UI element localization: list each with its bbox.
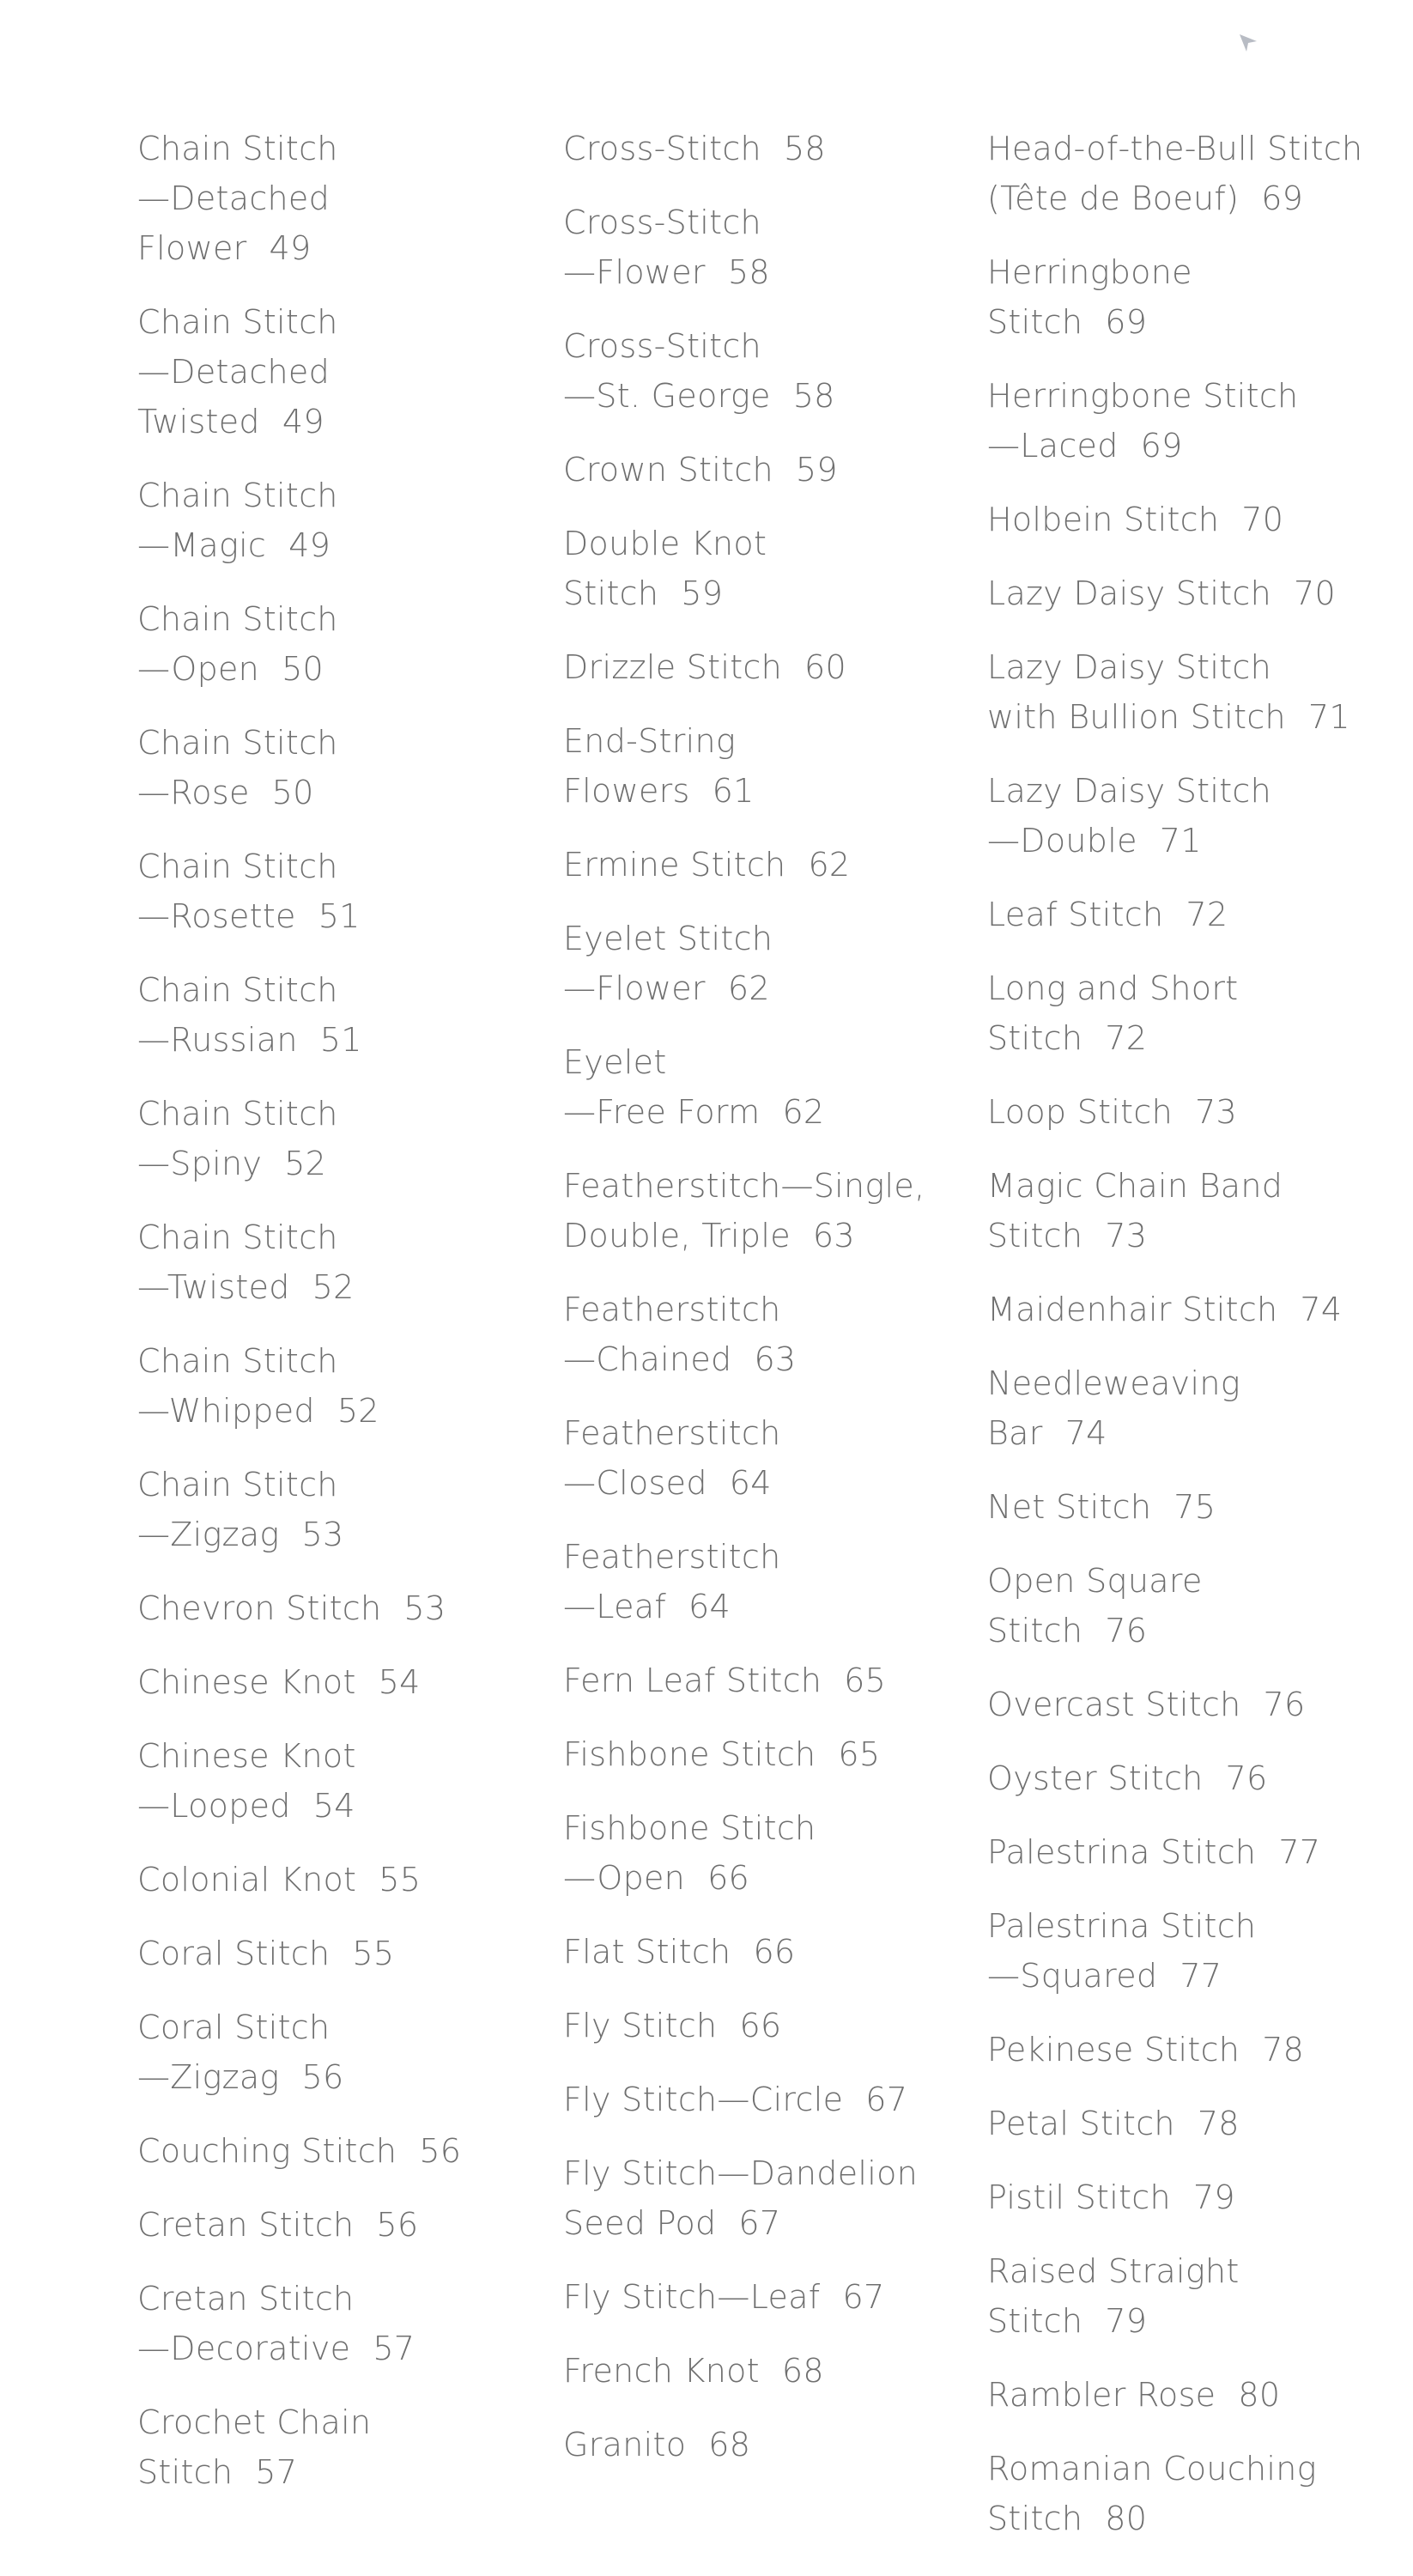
index-entry	[987, 495, 1391, 544]
index-entry-page-number: 49	[269, 229, 312, 267]
index-entry-label: Stitch	[987, 1612, 1083, 1649]
index-column-2	[563, 124, 1010, 2494]
index-entry-label: Chain Stitch	[137, 724, 338, 762]
index-entry-label: Coral Stitch	[137, 2008, 331, 2046]
index-entry	[563, 642, 1010, 692]
index-entry	[137, 1929, 584, 1978]
index-entry-page-number: 63	[754, 1340, 797, 1378]
index-entry-label: —Free Form	[563, 1093, 761, 1131]
index-entry-page-number: 51	[318, 897, 361, 935]
index-entry-label: Granito	[563, 2426, 687, 2464]
index-entry-label: Maidenhair Stitch	[987, 1291, 1278, 1328]
index-entry-label: with Bullion Stitch	[987, 698, 1286, 736]
index-entry-page-number: 52	[284, 1145, 327, 1182]
index-entry-page-number: 77	[1278, 1833, 1321, 1871]
index-entry-page-number: 72	[1105, 1019, 1148, 1057]
index-entry	[137, 2126, 584, 2176]
index-entry-label: Long and Short	[987, 969, 1239, 1007]
index-entry-page-number: 51	[319, 1021, 362, 1059]
index-entry-page-number: 78	[1262, 2031, 1305, 2069]
index-entry-page-number: 74	[1064, 1414, 1107, 1452]
index-entry	[563, 1285, 1010, 1384]
index-entry-page-number: 56	[419, 2132, 462, 2170]
index-column-3	[987, 124, 1391, 2567]
index-entry-label: Cretan Stitch	[137, 2206, 355, 2244]
index-entry-label: —Magic	[137, 526, 267, 564]
index-entry-label: —Detached	[137, 179, 331, 217]
index-entry-label: Chain Stitch	[137, 303, 338, 341]
index-entry	[137, 2002, 584, 2102]
index-entry	[987, 568, 1391, 618]
index-entry-label: Featherstitch	[563, 1291, 781, 1328]
index-entry-label: Stitch	[987, 1217, 1083, 1255]
index-entry-label: —Whipped	[137, 1392, 315, 1430]
index-entry-label: —Russian	[137, 1021, 298, 1059]
index-entry-label: Palestrina Stitch	[987, 1833, 1257, 1871]
index-entry	[987, 1556, 1391, 1656]
index-entry-page-number: 64	[729, 1464, 772, 1502]
index-entry-label: Featherstitch—Single,	[563, 1167, 925, 1205]
index-entry	[563, 716, 1010, 816]
index-entry	[563, 2420, 1010, 2470]
index-entry-page-number: 62	[808, 846, 851, 884]
index-entry-label: Crochet Chain	[137, 2403, 372, 2441]
index-entry-label: —Zigzag	[137, 1516, 280, 1553]
index-entry-page-number: 68	[708, 2426, 751, 2464]
index-entry-page-number: 70	[1294, 574, 1336, 612]
index-entry-label: Chinese Knot	[137, 1663, 356, 1701]
index-entry	[137, 124, 584, 273]
index-entry	[137, 1336, 584, 1436]
index-entry-page-number: 50	[282, 650, 324, 688]
index-entry	[987, 1680, 1391, 1729]
index-entry	[563, 1729, 1010, 1779]
index-entry-page-number: 79	[1192, 2178, 1235, 2216]
index-entry	[137, 297, 584, 447]
index-entry-label: Magic Chain Band	[987, 1167, 1283, 1205]
index-entry-label: —Flower	[563, 969, 706, 1007]
index-entry-label: —Rose	[137, 774, 250, 811]
index-entry-page-number: 57	[373, 2330, 415, 2367]
index-entry	[987, 124, 1391, 223]
index-entry-page-number: 66	[707, 1859, 750, 1897]
index-entry-label: —Open	[137, 650, 260, 688]
index-entry-label: Stitch	[987, 303, 1083, 341]
index-entry	[987, 2099, 1391, 2148]
index-entry-label: Needleweaving	[987, 1364, 1240, 1402]
index-entry-label: —Zigzag	[137, 2058, 280, 2096]
index-entry-page-number: 76	[1225, 1759, 1268, 1797]
index-entry-label: —Leaf	[563, 1588, 667, 1625]
index-entry-page-number: 77	[1180, 1957, 1222, 1995]
index-entry	[563, 2075, 1010, 2124]
index-entry-page-number: 61	[712, 772, 755, 810]
index-entry	[987, 247, 1391, 347]
index-entry-label: Stitch	[987, 1019, 1083, 1057]
index-entry-label: Chain Stitch	[137, 477, 338, 514]
index-entry-page-number: 67	[865, 2081, 908, 2118]
index-entry-page-number: 63	[812, 1217, 855, 1255]
index-entry-label: —Flower	[563, 253, 706, 291]
index-entry-label: Coral Stitch	[137, 1935, 331, 1972]
index-entry	[563, 519, 1010, 618]
index-entry	[137, 471, 584, 570]
index-entry-label: Petal Stitch	[987, 2105, 1175, 2142]
index-entry	[563, 840, 1010, 890]
index-entry	[987, 1358, 1391, 1458]
index-entry-page-number: 69	[1261, 179, 1304, 217]
index-entry	[137, 2397, 584, 2497]
index-entry-label: Stitch	[137, 2453, 233, 2491]
index-entry-label: Featherstitch	[563, 1538, 781, 1576]
index-entry-label: Fishbone Stitch	[563, 1809, 816, 1847]
index-entry-page-number: 70	[1241, 501, 1284, 538]
index-entry-page-number: 68	[781, 2352, 824, 2390]
index-entry	[137, 594, 584, 694]
index-entry-page-number: 71	[1159, 822, 1202, 860]
index-entry-label: Drizzle Stitch	[563, 648, 783, 686]
index-entry-label: Fly Stitch—Dandelion	[563, 2154, 919, 2192]
index-entry	[987, 2025, 1391, 2075]
index-entry-label: Palestrina Stitch	[987, 1907, 1257, 1945]
index-entry	[563, 1161, 1010, 1261]
index-entry-label: Stitch	[563, 574, 659, 612]
index-entry-label: Flat Stitch	[563, 1933, 731, 1971]
index-entry-page-number: 54	[378, 1663, 421, 1701]
index-entry-label: Chain Stitch	[137, 848, 338, 885]
index-entry	[987, 1753, 1391, 1803]
index-entry-page-number: 58	[727, 253, 770, 291]
index-entry-page-number: 80	[1105, 2500, 1148, 2537]
index-entry-label: Eyelet Stitch	[563, 920, 773, 957]
index-entry-label: —Closed	[563, 1464, 707, 1502]
index-entry-label: Chain Stitch	[137, 1466, 338, 1504]
index-entry	[563, 2346, 1010, 2396]
index-entry-label: Double Knot	[563, 525, 767, 562]
index-entry-page-number: 59	[795, 451, 838, 489]
index-entry	[987, 371, 1391, 471]
index-entry-page-number: 67	[842, 2278, 885, 2316]
arrow-cursor-icon	[1236, 31, 1260, 55]
index-entry-label: Head-of-the-Bull Stitch	[987, 130, 1363, 167]
index-entry-label: Fly Stitch—Circle	[563, 2081, 844, 2118]
index-entry-label: Bar	[987, 1414, 1043, 1452]
index-entry-page-number: 62	[782, 1093, 825, 1131]
index-entry	[563, 197, 1010, 297]
index-entry	[563, 2001, 1010, 2050]
index-entry-label: Herringbone	[987, 253, 1192, 291]
index-entry-label: Seed Pod	[563, 2204, 717, 2242]
index-entry-page-number: 65	[838, 1735, 881, 1773]
index-entry	[563, 124, 1010, 173]
index-entry-label: Leaf Stitch	[987, 896, 1164, 933]
index-entry-page-number: 53	[403, 1589, 446, 1627]
index-entry-label: Loop Stitch	[987, 1093, 1173, 1131]
index-entry-label: Open Square	[987, 1562, 1203, 1600]
index-entry	[987, 1161, 1391, 1261]
index-entry-page-number: 57	[255, 2453, 298, 2491]
index-entry	[563, 1408, 1010, 1508]
index-entry	[563, 445, 1010, 495]
index-entry-label: —Chained	[563, 1340, 732, 1378]
index-entry-label: Chain Stitch	[137, 1218, 338, 1256]
index-entry-label: Chain Stitch	[137, 600, 338, 638]
index-entry-page-number: 64	[688, 1588, 731, 1625]
index-entry-label: Pistil Stitch	[987, 2178, 1171, 2216]
index-entry-page-number: 56	[376, 2206, 419, 2244]
index-entry-page-number: 50	[271, 774, 314, 811]
index-entry-page-number: 76	[1263, 1686, 1306, 1723]
index-entry	[987, 642, 1391, 742]
index-entry	[987, 1827, 1391, 1877]
index-entry-page-number: 66	[753, 1933, 796, 1971]
index-entry-label: —Open	[563, 1859, 686, 1897]
index-entry-label: End-String	[563, 722, 737, 760]
index-entry-label: Holbein Stitch	[987, 501, 1220, 538]
index-entry-page-number: 80	[1238, 2376, 1281, 2414]
index-entry-label: Net Stitch	[987, 1488, 1152, 1526]
index-entry-label: —St. George	[563, 377, 771, 415]
index-entry	[563, 2272, 1010, 2322]
index-entry-label: Chain Stitch	[137, 130, 338, 167]
index-entry-label: Stitch	[987, 2500, 1083, 2537]
index-entry-label: Lazy Daisy Stitch	[987, 772, 1271, 810]
index-entry-page-number: 53	[301, 1516, 344, 1553]
index-entry-label: —Twisted	[137, 1268, 290, 1306]
index-entry	[137, 1657, 584, 1707]
index-entry-page-number: 62	[727, 969, 770, 1007]
index-entry-page-number: 76	[1105, 1612, 1148, 1649]
index-entry-label: Oyster Stitch	[987, 1759, 1204, 1797]
index-entry-label: —Looped	[137, 1787, 291, 1825]
index-entry	[137, 2274, 584, 2373]
index-entry-label: Eyelet	[563, 1043, 667, 1081]
index-entry	[987, 2246, 1391, 2346]
index-entry-label: Lazy Daisy Stitch	[987, 574, 1271, 612]
index-entry-page-number: 75	[1173, 1488, 1216, 1526]
index-entry-label: Lazy Daisy Stitch	[987, 648, 1271, 686]
index-entry-label: —Detached	[137, 353, 331, 391]
index-entry	[987, 1285, 1391, 1334]
index-entry	[137, 1583, 584, 1633]
index-entry	[137, 1460, 584, 1559]
index-entry	[137, 718, 584, 817]
index-entry-page-number: 52	[312, 1268, 355, 1306]
index-entry-label: French Knot	[563, 2352, 760, 2390]
index-entry-label: Ermine Stitch	[563, 846, 786, 884]
index-entry-label: Cross-Stitch	[563, 204, 761, 241]
index-entry-page-number: 58	[783, 130, 826, 167]
index-entry-label: Cross-Stitch	[563, 327, 761, 365]
index-entry	[563, 321, 1010, 421]
index-entry-page-number: 71	[1307, 698, 1350, 736]
index-entry	[563, 2148, 1010, 2248]
index-entry-label: Chain Stitch	[137, 1095, 338, 1133]
index-entry-label: —Spiny	[137, 1145, 263, 1182]
index-entry-page-number: 49	[288, 526, 331, 564]
index-entry-label: Featherstitch	[563, 1414, 781, 1452]
index-entry-page-number: 74	[1300, 1291, 1343, 1328]
index-entry-page-number: 69	[1105, 303, 1148, 341]
index-entry	[987, 2370, 1391, 2420]
index-entry-label: Chevron Stitch	[137, 1589, 382, 1627]
index-entry	[137, 1212, 584, 1312]
index-entry	[137, 841, 584, 941]
index-entry	[563, 914, 1010, 1013]
index-entry	[987, 2172, 1391, 2222]
index-entry-label: Double, Triple	[563, 1217, 791, 1255]
index-column-1	[137, 124, 584, 2521]
index-entry-page-number: 66	[739, 2007, 782, 2044]
index-entry	[563, 1927, 1010, 1977]
index-entry	[987, 890, 1391, 939]
index-entry-label: Crown Stitch	[563, 451, 773, 489]
index-entry-label: Chain Stitch	[137, 1342, 338, 1380]
index-entry	[987, 2444, 1391, 2543]
index-entry	[137, 1855, 584, 1905]
index-entry	[987, 766, 1391, 866]
index-entry-label: Romanian Couching	[987, 2450, 1317, 2488]
index-entry-label: Overcast Stitch	[987, 1686, 1241, 1723]
index-entry-label: Rambler Rose	[987, 2376, 1216, 2414]
index-entry-label: Pekinese Stitch	[987, 2031, 1240, 2069]
index-entry	[137, 1731, 584, 1831]
index-entry	[137, 2200, 584, 2250]
index-entry-label: (Tête de Boeuf)	[987, 179, 1240, 217]
index-entry-page-number: 79	[1105, 2302, 1148, 2340]
index-entry-label: Flowers	[563, 772, 690, 810]
index-entry-label: Flower	[137, 229, 247, 267]
index-entry-label: Twisted	[137, 403, 260, 440]
index-entry	[987, 1087, 1391, 1137]
index-entry-page-number: 73	[1194, 1093, 1237, 1131]
index-entry	[563, 1037, 1010, 1137]
index-entry-label: —Double	[987, 822, 1137, 860]
index-entry-page-number: 59	[681, 574, 724, 612]
index-entry-page-number: 49	[282, 403, 324, 440]
index-entry-label: —Rosette	[137, 897, 296, 935]
index-entry-page-number: 55	[352, 1935, 395, 1972]
index-entry-page-number: 72	[1186, 896, 1228, 933]
index-entry-label: Herringbone Stitch	[987, 377, 1299, 415]
index-entry-label: Couching Stitch	[137, 2132, 397, 2170]
index-entry-label: Cross-Stitch	[563, 130, 761, 167]
index-entry-page-number: 60	[804, 648, 846, 686]
index-entry	[563, 1803, 1010, 1903]
index-entry-page-number: 58	[792, 377, 835, 415]
index-entry-label: Fly Stitch	[563, 2007, 718, 2044]
index-entry-label: Chinese Knot	[137, 1737, 356, 1775]
index-entry-label: Cretan Stitch	[137, 2280, 355, 2318]
index-entry	[563, 1656, 1010, 1705]
index-entry-label: Fly Stitch—Leaf	[563, 2278, 821, 2316]
index-entry-page-number: 54	[312, 1787, 355, 1825]
index-entry-page-number: 65	[844, 1662, 887, 1699]
index-entry	[137, 1089, 584, 1188]
index-entry	[987, 1482, 1391, 1532]
index-entry-label: Stitch	[987, 2302, 1083, 2340]
index-entry-label: —Decorative	[137, 2330, 351, 2367]
index-entry-label: Colonial Knot	[137, 1861, 357, 1899]
index-entry-label: —Squared	[987, 1957, 1158, 1995]
index-entry	[987, 963, 1391, 1063]
index-entry-page-number: 78	[1197, 2105, 1240, 2142]
index-entry-label: —Laced	[987, 427, 1119, 465]
index-entry-label: Chain Stitch	[137, 971, 338, 1009]
index-entry-page-number: 52	[337, 1392, 379, 1430]
index-entry	[563, 1532, 1010, 1631]
index-entry-page-number: 67	[738, 2204, 781, 2242]
index-entry-label: Fishbone Stitch	[563, 1735, 816, 1773]
index-entry-page-number: 69	[1140, 427, 1183, 465]
index-entry	[987, 1901, 1391, 2001]
index-entry	[137, 965, 584, 1065]
index-entry-page-number: 73	[1105, 1217, 1148, 1255]
index-entry-label: Fern Leaf Stitch	[563, 1662, 822, 1699]
index-entry-page-number: 55	[379, 1861, 421, 1899]
index-entry-label: Raised Straight	[987, 2252, 1240, 2290]
index-entry-page-number: 56	[301, 2058, 344, 2096]
